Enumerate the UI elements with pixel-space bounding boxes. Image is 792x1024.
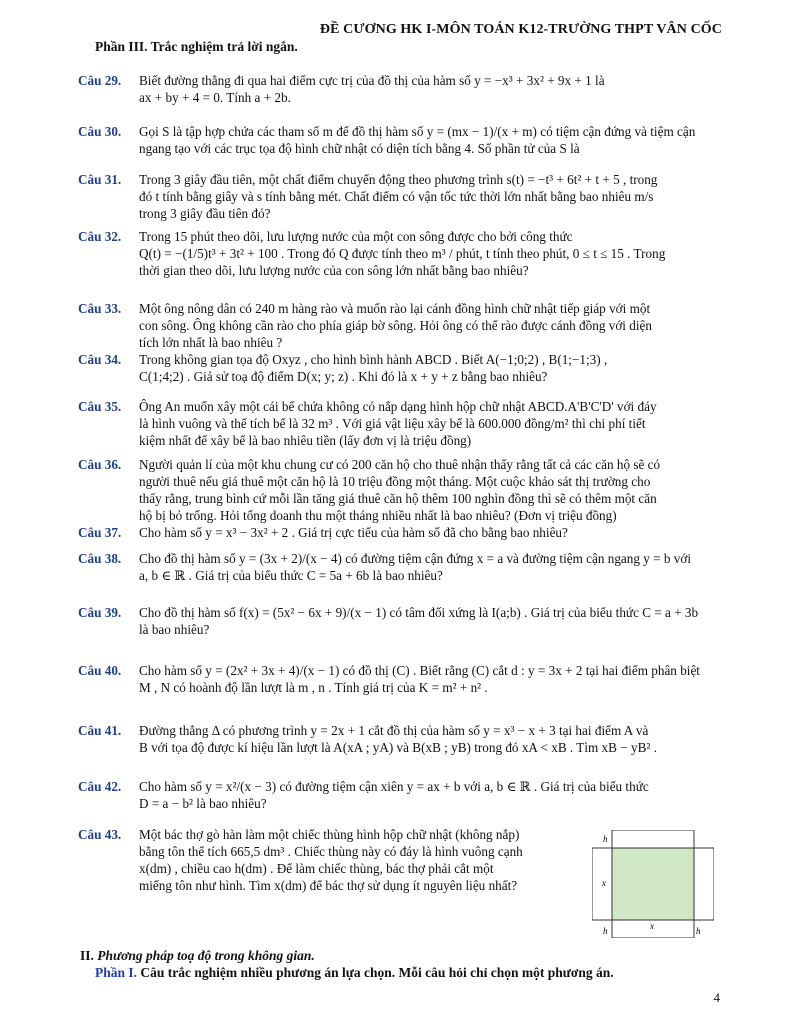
question-line: x(dm) , chiều cao h(dm) . Để làm chiếc thùng, bác thợ phải cắt một [139, 861, 494, 876]
question-line: Cho hàm số y = x³ − 3x² + 2 . Giá trị cực tiểu của hàm số đã cho bằng bao nhiêu? [139, 525, 568, 540]
question-line: Một ông nông dân có 240 m hàng rào và muốn rào lại cánh đồng hình chữ nhật tiếp giáp với một [139, 301, 651, 316]
question-text [139, 72, 724, 106]
question-line: bằng tôn thể tích 665,5 dm³ . Chiếc thùng này có đáy là hình vuông cạnh [139, 844, 523, 859]
question-item [78, 300, 724, 351]
question-text [139, 662, 724, 696]
header-title: ĐỀ CƯƠNG HK I-MÔN TOÁN K12-TRƯỜNG THPT VÂN CỐC [319, 22, 722, 37]
question-line: Người quản lí của một khu chung cư có 200 căn hộ cho thuê nhận thấy rằng tất cả các căn hộ sẽ có [139, 457, 661, 472]
question-line: B với tọa độ được kí hiệu lần lượt là A(xA ; yA) và B(xB ; yB) trong đó xA < xB . Tìm xB − yB² . [139, 740, 657, 755]
question-text [139, 351, 724, 385]
label-h-bottom: h [603, 926, 608, 936]
question-item [78, 398, 724, 449]
question-line: Ông An muốn xây một cái bể chứa không có nắp dạng hình hộp chữ nhật ABCD.A'B'C'D' với đáy [139, 399, 657, 414]
question-item [78, 778, 724, 812]
label-h-top: h [603, 834, 608, 844]
question-number: Câu 42. [78, 779, 122, 794]
question-line: là hình vuông và thể tích bể là 32 m³ . Với giá vật liệu xây bể là 600.000 đồng/m² thì chi phí tiết [139, 416, 646, 431]
question-line: đó t tính bằng giây và s tính bằng mét. Chất điểm có vận tốc tức thời lớn nhất bằng bao nhiêu m/s [139, 189, 654, 204]
question-text [139, 778, 724, 812]
question-text [139, 398, 724, 449]
question-number: Câu 43. [78, 827, 122, 842]
footer-section-heading [80, 948, 315, 964]
question-line: ax + by + 4 = 0. Tính a + 2b. [139, 90, 291, 105]
question-line: Cho đồ thị hàm số f(x) = (5x² − 6x + 9)/(x − 1) có tâm đối xứng là I(a;b) . Giá trị của biểu thức C = a + 3b [139, 605, 699, 620]
question-text [139, 228, 724, 279]
question-number: Câu 38. [78, 551, 122, 566]
question-text [139, 722, 724, 756]
question-item [78, 171, 724, 222]
footer-section-num: II. [80, 948, 94, 963]
question-item [78, 524, 724, 541]
question-line: ngang tạo với các trục tọa độ hình chữ nhật có diện tích bằng 4. Số phần tử của S là [139, 141, 580, 156]
question-text [139, 550, 724, 584]
question-text [139, 456, 724, 524]
question-number: Câu 41. [78, 723, 122, 738]
question-line: Biết đường thẳng đi qua hai điểm cực trị của đồ thị của hàm số y = −x³ + 3x² + 9x + 1 là [139, 73, 605, 88]
question-line: D = a − b² là bao nhiêu? [139, 796, 267, 811]
question-line: Cho đồ thị hàm số y = (3x + 2)/(x − 4) có đường tiệm cận đứng x = a và đường tiệm cận ngang y = b với [139, 551, 692, 566]
question-number: Câu 30. [78, 124, 122, 139]
question-number: Câu 29. [78, 73, 122, 88]
question-line: thấy rằng, trung bình cứ mỗi lần tăng giá thuê căn hộ thêm 100 nghìn đồng thì sẽ có thêm một căn [139, 491, 657, 506]
question-line: trong 3 giây đầu tiên đó? [139, 206, 271, 221]
question-number: Câu 32. [78, 229, 122, 244]
footer-part-text: Câu trắc nghiệm nhiều phương án lựa chọn. Mỗi câu hỏi chỉ chọn một phương án. [140, 965, 614, 980]
question-text [139, 123, 724, 157]
question-number: Câu 34. [78, 352, 122, 367]
question-number: Câu 35. [78, 399, 122, 414]
question-line: a, b ∈ ℝ . Giá trị của biểu thức C = 5a + 6b là bao nhiêu? [139, 568, 443, 583]
question-line: Gọi S là tập hợp chứa các tham số m để đồ thị hàm số y = (mx − 1)/(x + m) có tiệm cận đứng và tiệm cận [139, 124, 696, 139]
question-item [78, 722, 724, 756]
footer-part-heading [95, 965, 614, 981]
sheet-metal-figure [592, 830, 714, 938]
base-square [612, 848, 694, 920]
page-number: 4 [713, 990, 720, 1005]
question-line: C(1;4;2) . Giả sử toạ độ điểm D(x; y; z) . Khi đó là x + y + z bằng bao nhiêu? [139, 369, 548, 384]
question-line: Trong không gian tọa độ Oxyz , cho hình bình hành ABCD . Biết A(−1;0;2) , B(1;−1;3) , [139, 352, 608, 367]
question-line: tích lớn nhất là bao nhiêu ? [139, 335, 283, 350]
section-title: Phần III. Trắc nghiệm trả lời ngắn. [95, 39, 298, 54]
question-number: Câu 39. [78, 605, 122, 620]
question-item [78, 456, 724, 524]
question-item [78, 72, 724, 106]
question-text [139, 524, 724, 541]
question-line: hộ bị bỏ trống. Hỏi tổng doanh thu một tháng nhiều nhất là bao nhiêu? (Đơn vị triệu đồng) [139, 508, 617, 523]
question-line: Trong 15 phút theo dõi, lưu lượng nước của một con sông được cho bởi công thức [139, 229, 573, 244]
question-number: Câu 40. [78, 663, 122, 678]
question-item [78, 228, 724, 279]
label-x-bottom: x [650, 921, 654, 931]
question-line: kiệm nhất để xây bể là bao nhiêu tiền (lấy đơn vị là triệu đồng) [139, 433, 472, 448]
question-line: là bao nhiêu? [139, 622, 210, 637]
question-item [78, 662, 724, 696]
question-line: Đường thẳng Δ có phương trình y = 2x + 1 cắt đồ thị của hàm số y = x³ − x + 3 tại hai điểm A và [139, 723, 649, 738]
question-item [78, 550, 724, 584]
question-item [78, 123, 724, 157]
question-item [78, 604, 724, 638]
question-line: Q(t) = −(1/5)t³ + 3t² + 100 . Trong đó Q được tính theo m³ / phút, t tính theo phút, 0 ≤ t ≤ 15 . Trong [139, 246, 666, 261]
question-line: Trong 3 giây đầu tiên, một chất điểm chuyển động theo phương trình s(t) = −t³ + 6t² + t + 5 , trong [139, 172, 658, 187]
footer-section-title: Phương pháp toạ độ trong không gian. [97, 948, 315, 963]
question-text [139, 604, 724, 638]
question-line: M , N có hoành độ lần lượt là m , n . Tính giá trị của K = m² + n² . [139, 680, 488, 695]
question-line: miếng tôn như hình. Tìm x(dm) để bác thợ sử dụng ít nguyên liệu nhất? [139, 878, 518, 893]
question-line: người thuê nếu giá thuê một căn hộ là 10 triệu đồng một tháng. Một cuộc khảo sát thị trường cho [139, 474, 651, 489]
question-number: Câu 37. [78, 525, 122, 540]
question-item [78, 351, 724, 385]
footer-part-label: Phần I. [95, 965, 138, 980]
question-number: Câu 36. [78, 457, 122, 472]
question-line: con sông. Ông không cần rào cho phía giáp bờ sông. Hỏi ông có thể rào được cánh đồng với diện [139, 318, 652, 333]
question-line: Cho hàm số y = x²/(x − 3) có đường tiệm cận xiên y = ax + b với a, b ∈ ℝ . Giá trị của biểu thức [139, 779, 649, 794]
question-line: Một bác thợ gò hàn làm một chiếc thùng hình hộp chữ nhật (không nắp) [139, 827, 520, 842]
question-number: Câu 33. [78, 301, 122, 316]
question-number: Câu 31. [78, 172, 122, 187]
question-line: Cho hàm số y = (2x² + 3x + 4)/(x − 1) có đồ thị (C) . Biết rằng (C) cắt d : y = 3x + 2 tại hai điểm phân biệt [139, 663, 700, 678]
question-text [139, 171, 724, 222]
label-h-right: h [696, 926, 701, 936]
question-text [139, 300, 724, 351]
label-x-left: x [602, 878, 606, 888]
question-line: thời gian theo dõi, lưu lượng nước của con sông lớn nhất bằng bao nhiêu? [139, 263, 529, 278]
